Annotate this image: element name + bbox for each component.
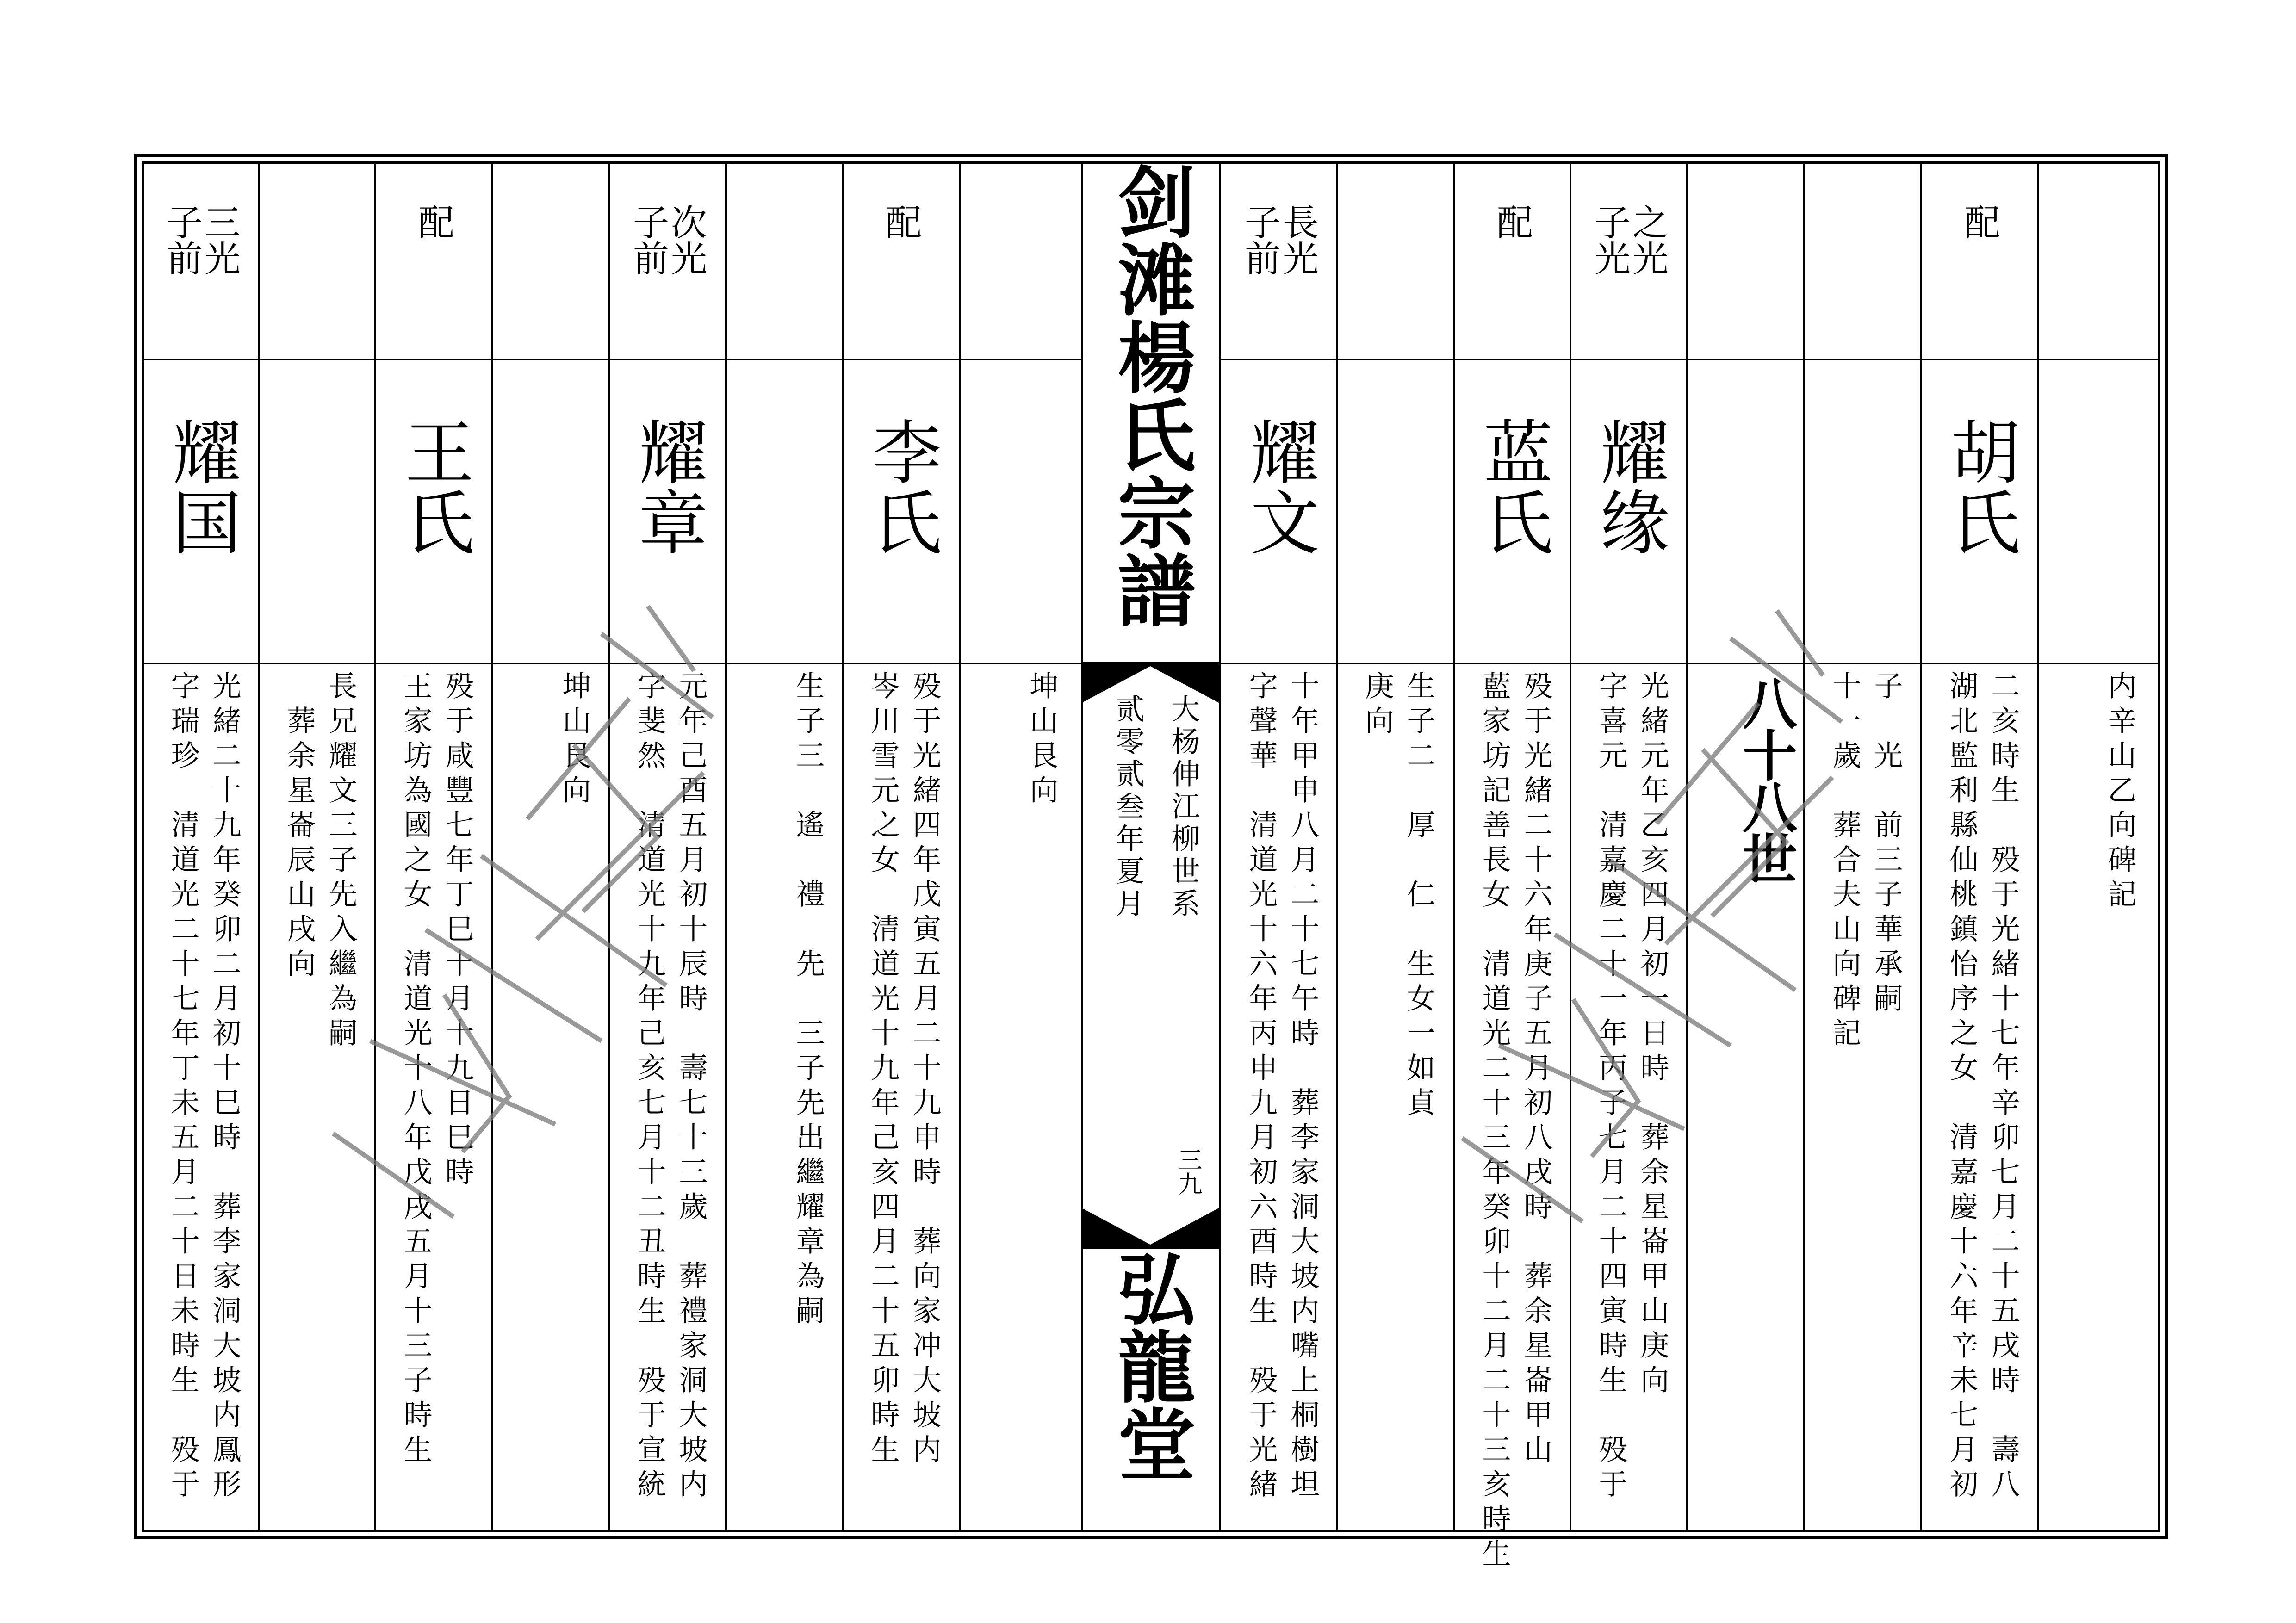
person-name xyxy=(142,416,259,570)
column-role xyxy=(1920,204,2038,247)
name-text: 胡氏 xyxy=(1939,416,2019,557)
biography-text: 殁于光緒四年戊寅五月二十九申時 葬向家冲大坡内 岑川雪元之女 清道光十九年己亥四月二十五卯時生 xyxy=(866,671,942,1469)
biography xyxy=(1803,671,1921,1522)
person-name xyxy=(842,416,959,570)
person-name xyxy=(374,416,492,570)
column-role xyxy=(142,204,259,283)
biography-text: 子 光 前三子華承嗣 十一歲 葬合夫山向碑記 xyxy=(1828,671,1903,1053)
person-name xyxy=(1453,416,1570,570)
column-role xyxy=(491,204,609,242)
name-text: 王氏 xyxy=(393,416,473,557)
column-role xyxy=(959,204,1076,242)
biography xyxy=(1220,671,1337,1522)
name-text: 李氏 xyxy=(860,416,941,557)
biography-text: 生子三 遙 禮 先 三子先出繼耀章為嗣 xyxy=(791,671,825,1330)
person-name xyxy=(258,416,375,490)
biography xyxy=(1920,671,2038,1522)
genealogy-title xyxy=(1081,162,1220,652)
generation-label: 八十八世 xyxy=(1733,675,1797,883)
name-text: 耀缘 xyxy=(1588,416,1669,557)
row-divider-mid-right xyxy=(1220,663,2160,664)
column-role xyxy=(1686,204,1804,242)
person-name xyxy=(491,416,609,490)
person-name xyxy=(1686,416,1804,490)
biography xyxy=(1336,671,1453,1522)
biography-text: 元年己酉五月初十辰時 壽七十三歲 葬禮家洞大坡内 字斐然 清道光十九年己亥七月十二丑時生 殁于宣統 xyxy=(633,671,708,1504)
biography-text: 光緒二十九年癸卯二月初十巳時 葬李家洞大坡内鳳形 字瑞珍 清道光二十七年丁未五月二十日未時生 殁于 xyxy=(166,671,242,1504)
column-role xyxy=(1803,204,1921,242)
biography-text: 二亥時生 殁于光緒十七年辛卯七月二十五戌時 壽八 湖北監利縣仙桃鎮怡序之女 清嘉慶十六年辛未七月初 xyxy=(1945,671,2020,1504)
row-divider-top-right xyxy=(1220,359,2160,360)
role-text: 次光 子前 xyxy=(627,204,707,276)
role-text: 配 xyxy=(1958,204,2000,240)
row-divider-top xyxy=(142,359,1081,360)
role-text: 配 xyxy=(412,204,454,240)
person-name xyxy=(959,416,1076,490)
person-name xyxy=(1803,416,1921,490)
biography xyxy=(374,671,492,1522)
role-text: 配 xyxy=(1491,204,1533,240)
column-role xyxy=(842,204,959,247)
column-role xyxy=(2037,204,2154,242)
hall-name xyxy=(1081,1249,1220,1536)
branch-line: 大杨伸江柳世系 xyxy=(1167,694,1200,921)
name-text: 蓝氏 xyxy=(1471,416,1552,557)
column-role xyxy=(725,204,843,242)
biography xyxy=(959,671,1076,1522)
person-name xyxy=(1920,416,2038,570)
biography-text: 坤山艮向 xyxy=(558,671,591,810)
person-name xyxy=(1220,416,1337,570)
column-role xyxy=(374,204,492,247)
column-role xyxy=(258,204,375,242)
role-text: 之光 子光 xyxy=(1589,204,1668,276)
biography xyxy=(842,671,959,1522)
name-text: 耀文 xyxy=(1238,416,1319,557)
biography xyxy=(491,671,609,1522)
column-role xyxy=(1220,204,1337,283)
person-name xyxy=(1570,416,1687,570)
biography xyxy=(2037,671,2154,1522)
hall-text: 弘龍堂 xyxy=(1105,1249,1196,1482)
biography xyxy=(1570,671,1687,1522)
date-line: 贰零贰叁年夏月 xyxy=(1111,694,1145,921)
column-role xyxy=(1336,204,1453,242)
biography xyxy=(258,671,375,1522)
biography-text: 殁于光緒二十六年庚子五月初八戌時 葬余星崙甲山 藍家坊記善長女 清道光二十三年癸卯十二月二十三亥時生 xyxy=(1477,671,1553,1573)
spine-info-box xyxy=(1083,652,1218,1221)
biography xyxy=(608,671,726,1522)
name-text: 耀章 xyxy=(627,416,707,557)
biography xyxy=(142,671,259,1522)
person-name xyxy=(725,416,843,490)
role-text: 長光 子前 xyxy=(1239,204,1318,276)
biography-text: 長兄耀文三子先入繼為嗣 葬余星崙辰山戌向 xyxy=(282,671,358,1053)
biography xyxy=(725,671,843,1522)
role-text: 配 xyxy=(880,204,921,240)
row-divider-mid xyxy=(142,663,1081,664)
name-text: 耀国 xyxy=(160,416,241,557)
person-name xyxy=(1336,416,1453,490)
title-text: 剑滩楊氏宗譜 xyxy=(1105,162,1196,628)
page-number: 三九 xyxy=(1174,1147,1202,1196)
biography-text: 殁于咸豐七年丁巳十月十九日巳時 王家坊為國之女 清道光十八年戊戌五月十三子時生 xyxy=(399,671,474,1469)
column-role xyxy=(1570,204,1687,283)
biography-text: 十年甲申八月二十七午時 葬李家洞大坡内嘴上桐樹坦 字聲華 清道光十六年丙申九月初六酉時生 殁于光緒 xyxy=(1244,671,1320,1504)
biography-text: 生子二 厚 仁 生女一如貞 庚向 xyxy=(1360,671,1436,1122)
person-name xyxy=(608,416,726,570)
biography-text: 光緒元年乙亥四月初一日時 葬余星崙甲山庚向 字喜元 清嘉慶二十一年丙子七月二十四寅時生 殁于 xyxy=(1594,671,1669,1504)
biography xyxy=(1453,671,1570,1573)
biography-text: 内辛山乙向碑記 xyxy=(2103,671,2137,914)
role-text: 三光 子前 xyxy=(161,204,240,276)
spine-chevron-bottom xyxy=(1081,1208,1220,1249)
person-name xyxy=(2037,416,2154,490)
column-role xyxy=(608,204,726,283)
biography-text: 坤山艮向 xyxy=(1025,671,1059,810)
column-role xyxy=(1453,204,1570,247)
